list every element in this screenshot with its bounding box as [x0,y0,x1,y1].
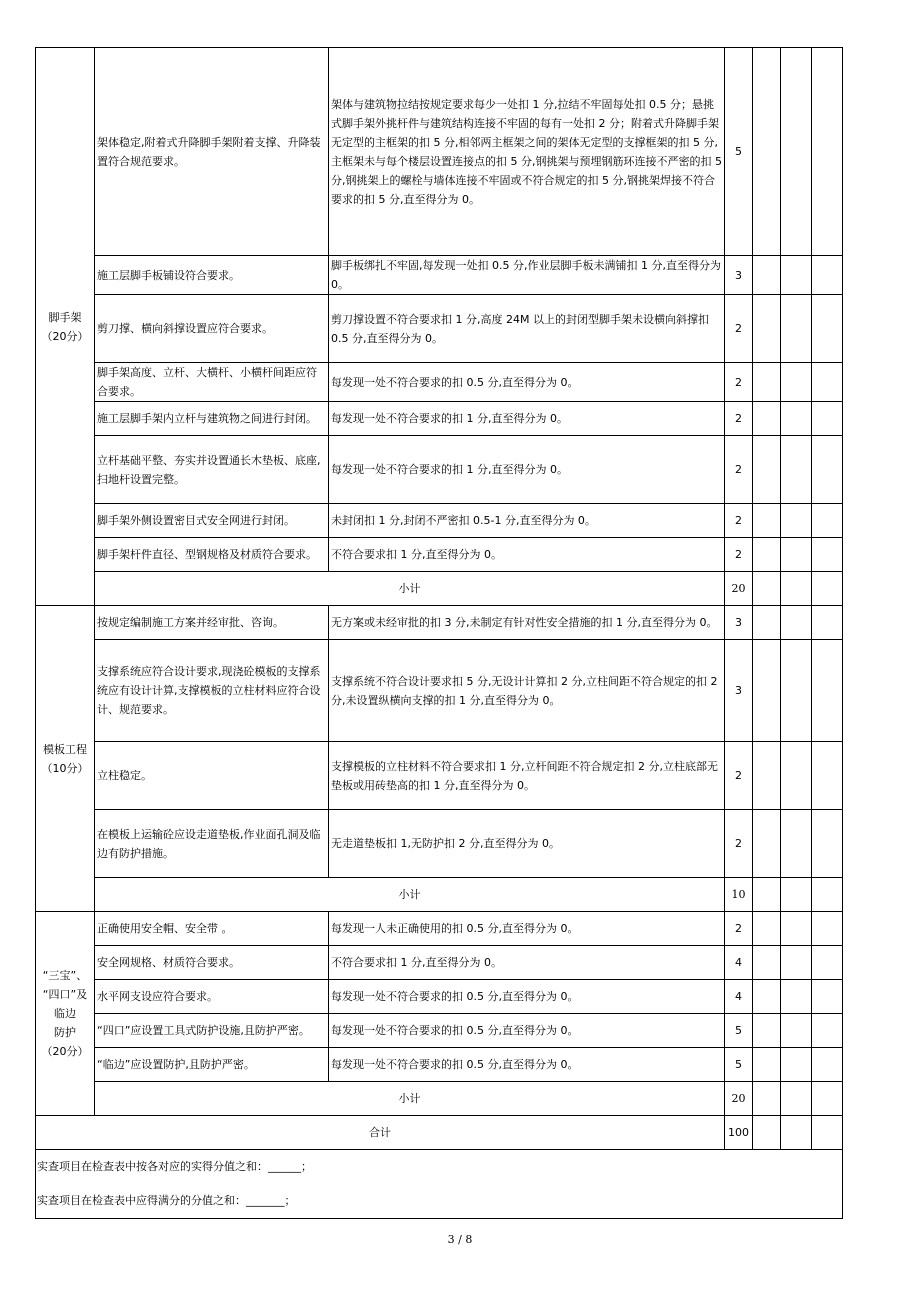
full-score: 3 [725,640,753,742]
empty-cell [753,48,781,256]
check-item: 正确使用安全帽、安全带 。 [95,912,329,946]
subtotal-label: 小计 [95,572,725,606]
check-item: 立柱稳定。 [95,742,329,810]
table-row [36,436,843,504]
category-label: 防护 [54,1026,76,1039]
full-score: 2 [725,295,753,363]
table-row [36,295,843,363]
empty-cell [781,48,812,256]
deduction-standard: 不符合要求扣 1 分,直至得分为 0。 [329,538,725,572]
empty-cell [812,878,843,912]
empty-cell [753,810,781,878]
full-score: 3 [725,606,753,640]
subtotal-row [36,878,843,912]
empty-cell [812,946,843,980]
empty-cell [753,1082,781,1116]
deduction-standard: 支撑系统不符合设计要求扣 5 分,无设计计算扣 2 分,立柱间距不符合规定的扣 2 分,未设置纵横向支撑的扣 1 分,直至得分为 0。 [329,640,725,742]
subtotal-score: 10 [725,878,753,912]
check-item: 立杆基础平整、夯实并设置通长木垫板、底座,扫地杆设置完整。 [95,436,329,504]
total-row [36,1116,843,1150]
empty-cell [753,1116,781,1150]
empty-cell [812,363,843,402]
subtotal-score: 20 [725,1082,753,1116]
empty-cell [753,572,781,606]
empty-cell [781,295,812,363]
category-cell [36,606,95,912]
deduction-standard: 每发现一处不符合要求的扣 0.5 分,直至得分为 0。 [329,363,725,402]
footer-row [36,1150,843,1219]
empty-cell [781,606,812,640]
full-score: 2 [725,436,753,504]
table-row [36,810,843,878]
empty-cell [781,946,812,980]
footer-line2: 实查项目在检查表中应得满分的分值之和：_______； [37,1194,296,1207]
empty-cell [753,363,781,402]
deduction-standard: 支撑模板的立柱材料不符合要求扣 1 分,立杆间距不符合规定扣 2 分,立柱底部无垫板或用砖垫高的扣 1 分,直至得分为 0。 [329,742,725,810]
deduction-standard: 无走道垫板扣 1,无防护扣 2 分,直至得分为 0。 [329,810,725,878]
empty-cell [781,1048,812,1082]
deduction-standard: 每发现一人未正确使用的扣 0.5 分,直至得分为 0。 [329,912,725,946]
table-row [36,1014,843,1048]
check-item: 脚手架外侧设置密目式安全网进行封闭。 [95,504,329,538]
full-score: 4 [725,980,753,1014]
table-row [36,742,843,810]
category-label: 脚手架 [48,310,82,324]
empty-cell [753,402,781,436]
empty-cell [781,504,812,538]
deduction-standard: 每发现一处不符合要求的扣 0.5 分,直至得分为 0。 [329,1048,725,1082]
table-row [36,538,843,572]
empty-cell [812,742,843,810]
deduction-standard: 无方案或未经审批的扣 3 分,未制定有针对性安全措施的扣 1 分,直至得分为 0。 [329,606,725,640]
table-row [36,402,843,436]
subtotal-row [36,572,843,606]
check-item: 按规定编制施工方案并经审批、咨询。 [95,606,329,640]
empty-cell [812,295,843,363]
table-row [36,363,843,402]
empty-cell [812,912,843,946]
empty-cell [753,436,781,504]
empty-cell [812,640,843,742]
empty-cell [781,912,812,946]
table-row [36,504,843,538]
empty-cell [781,742,812,810]
table-row [36,946,843,980]
full-score: 5 [725,48,753,256]
empty-cell [781,363,812,402]
subtotal-label: 小计 [95,878,725,912]
table-body [36,48,843,1219]
inspection-table [35,47,843,1219]
empty-cell [753,295,781,363]
check-item: 安全网规格、材质符合要求。 [95,946,329,980]
deduction-standard: 不符合要求扣 1 分,直至得分为 0。 [329,946,725,980]
empty-cell [812,436,843,504]
empty-cell [812,1014,843,1048]
empty-cell [812,810,843,878]
subtotal-label: 小计 [95,1082,725,1116]
empty-cell [753,946,781,980]
empty-cell [781,436,812,504]
empty-cell [781,1014,812,1048]
deduction-standard: 每发现一处不符合要求的扣 0.5 分,直至得分为 0。 [329,980,725,1014]
empty-cell [753,640,781,742]
full-score: 2 [725,810,753,878]
deduction-standard: 每发现一处不符合要求的扣 0.5 分,直至得分为 0。 [329,1014,725,1048]
empty-cell [812,402,843,436]
empty-cell [781,538,812,572]
table-row [36,256,843,295]
empty-cell [812,48,843,256]
category-label: 模板工程 [43,742,87,756]
empty-cell [781,810,812,878]
full-score: 2 [725,912,753,946]
check-item: 脚手架高度、立杆、大横杆、小横杆间距应符合要求。 [95,363,329,402]
empty-cell [812,572,843,606]
empty-cell [812,504,843,538]
empty-cell [781,256,812,295]
empty-cell [781,1082,812,1116]
deduction-standard: 未封闭扣 1 分,封闭不严密扣 0.5-1 分,直至得分为 0。 [329,504,725,538]
empty-cell [812,606,843,640]
check-item: 施工层脚手架内立杆与建筑物之间进行封闭。 [95,402,329,436]
deduction-standard: 架体与建筑物拉结按规定要求每少一处扣 1 分,拉结不牢固每处扣 0.5 分；悬挑式脚手架外挑杆件与建筑结构连接不牢固的每有一处扣 2 分；附着式升降脚手架无定型的主框架的扣 5 分,相邻两主框架之间的架体无定型的支撑框架的扣 5 分,主框架未与每个楼层设置连接点的扣 5 分,钢挑架与预埋钢筋环连接不严密的扣 5 分,钢挑架上的螺栓与墙体连接不牢固或不符合规定的扣 5 分,钢挑架焊接不符合要求的扣 5 分,直至得分为 0。 [329,48,725,256]
full-score: 5 [725,1014,753,1048]
footer-cell [36,1150,843,1219]
empty-cell [753,606,781,640]
page-number: 3 / 8 [447,1233,473,1246]
empty-cell [781,640,812,742]
category-label: “四口”及 [42,988,88,1001]
total-score: 100 [725,1116,753,1150]
full-score: 4 [725,946,753,980]
full-score: 2 [725,742,753,810]
empty-cell [753,1048,781,1082]
empty-cell [781,1116,812,1150]
check-item: 剪刀撑、横向斜撑设置应符合要求。 [95,295,329,363]
category-label: （10分） [41,761,89,775]
table-row [36,640,843,742]
total-label: 合计 [36,1116,725,1150]
table-row [36,606,843,640]
empty-cell [781,572,812,606]
check-item: “四口”应设置工具式防护设施,且防护严密。 [95,1014,329,1048]
empty-cell [781,878,812,912]
empty-cell [753,1014,781,1048]
category-label: （20分） [41,1045,89,1058]
empty-cell [781,980,812,1014]
category-cell [36,48,95,606]
full-score: 2 [725,402,753,436]
empty-cell [812,538,843,572]
check-item: 在模板上运输砼应设走道垫板,作业面孔洞及临边有防护措施。 [95,810,329,878]
deduction-standard: 剪刀撑设置不符合要求扣 1 分,高度 24M 以上的封闭型脚手架未设横向斜撑扣 0.5 分,直至得分为 0。 [329,295,725,363]
empty-cell [753,538,781,572]
deduction-standard: 每发现一处不符合要求的扣 1 分,直至得分为 0。 [329,402,725,436]
empty-cell [812,1048,843,1082]
table-row [36,1048,843,1082]
full-score: 2 [725,504,753,538]
table-row [36,980,843,1014]
check-item: 施工层脚手板铺设符合要求。 [95,256,329,295]
empty-cell [753,742,781,810]
table-row [36,48,843,256]
deduction-standard: 每发现一处不符合要求的扣 1 分,直至得分为 0。 [329,436,725,504]
full-score: 3 [725,256,753,295]
category-label: 临边 [54,1007,76,1020]
full-score: 2 [725,538,753,572]
empty-cell [781,402,812,436]
empty-cell [753,912,781,946]
category-label: “三宝”、 [42,969,88,982]
category-cell [36,912,95,1116]
check-item: 架体稳定,附着式升降脚手架附着支撑、升降装置符合规范要求。 [95,48,329,256]
empty-cell [812,256,843,295]
empty-cell [812,1116,843,1150]
full-score: 2 [725,363,753,402]
footer-line1: 实查项目在检查表中按各对应的实得分值之和：______； [37,1160,312,1173]
deduction-standard: 脚手板绑扎不牢固,每发现一处扣 0.5 分,作业层脚手板未满铺扣 1 分,直至得分为 0。 [329,256,725,295]
empty-cell [753,878,781,912]
empty-cell [812,1082,843,1116]
check-item: “临边”应设置防护,且防护严密。 [95,1048,329,1082]
empty-cell [753,256,781,295]
category-label: （20分） [41,329,89,343]
check-item: 脚手架杆件直径、型钢规格及材质符合要求。 [95,538,329,572]
empty-cell [753,980,781,1014]
table-row [36,912,843,946]
empty-cell [812,980,843,1014]
check-item: 支撑系统应符合设计要求,现浇砼模板的支撑系统应有设计计算,支撑模板的立柱材料应符合设计、规范要求。 [95,640,329,742]
subtotal-score: 20 [725,572,753,606]
check-item: 水平网支设应符合要求。 [95,980,329,1014]
subtotal-row [36,1082,843,1116]
empty-cell [753,504,781,538]
full-score: 5 [725,1048,753,1082]
